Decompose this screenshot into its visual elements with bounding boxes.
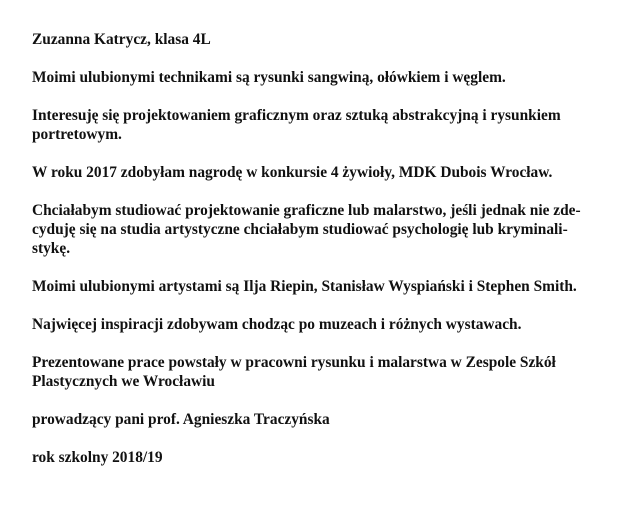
works-paragraph — [32, 353, 617, 391]
techniques-paragraph — [32, 68, 617, 87]
teacher-paragraph — [32, 410, 617, 429]
interests-line-1: Interesuję się projektowaniem graficznym oraz sztuką abstrakcyjną i rysunkiem — [32, 107, 561, 124]
school-year-text: rok szkolny 2018/19 — [32, 449, 163, 466]
document-body — [32, 30, 617, 467]
author-line-text: Zuzanna Katrycz, klasa 4L — [32, 31, 211, 48]
techniques-text: Moimi ulubionymi technikami są rysunki sangwiną, ołówkiem i węglem. — [32, 69, 506, 86]
school-year-paragraph — [32, 448, 617, 467]
artists-paragraph — [32, 277, 617, 296]
interests-line-2: portretowym. — [32, 126, 122, 143]
interests-paragraph — [32, 106, 617, 144]
artists-text: Moimi ulubionymi artystami są Ilja Riepin, Stanisław Wyspiański i Stephen Smith. — [32, 278, 577, 295]
studies-paragraph — [32, 201, 617, 258]
studies-line-3: stykę. — [32, 240, 71, 257]
studies-line-2: cyduję się na studia artystyczne chciałabym studiować psychologię lub kryminali- — [32, 221, 568, 238]
award-paragraph — [32, 163, 617, 182]
works-line-2: Plastycznych we Wrocławiu — [32, 373, 215, 390]
studies-line-1: Chciałabym studiować projektowanie graficzne lub malarstwo, jeśli jednak nie zde- — [32, 202, 581, 219]
author-line — [32, 30, 617, 49]
award-text: W roku 2017 zdobyłam nagrodę w konkursie 4 żywioły, MDK Dubois Wrocław. — [32, 164, 553, 181]
teacher-text: prowadzący pani prof. Agnieszka Traczyńska — [32, 411, 330, 428]
works-line-1: Prezentowane prace powstały w pracowni rysunku i malarstwa w Zespole Szkół — [32, 354, 556, 371]
inspiration-text: Najwięcej inspiracji zdobywam chodząc po muzeach i różnych wystawach. — [32, 316, 522, 333]
inspiration-paragraph — [32, 315, 617, 334]
